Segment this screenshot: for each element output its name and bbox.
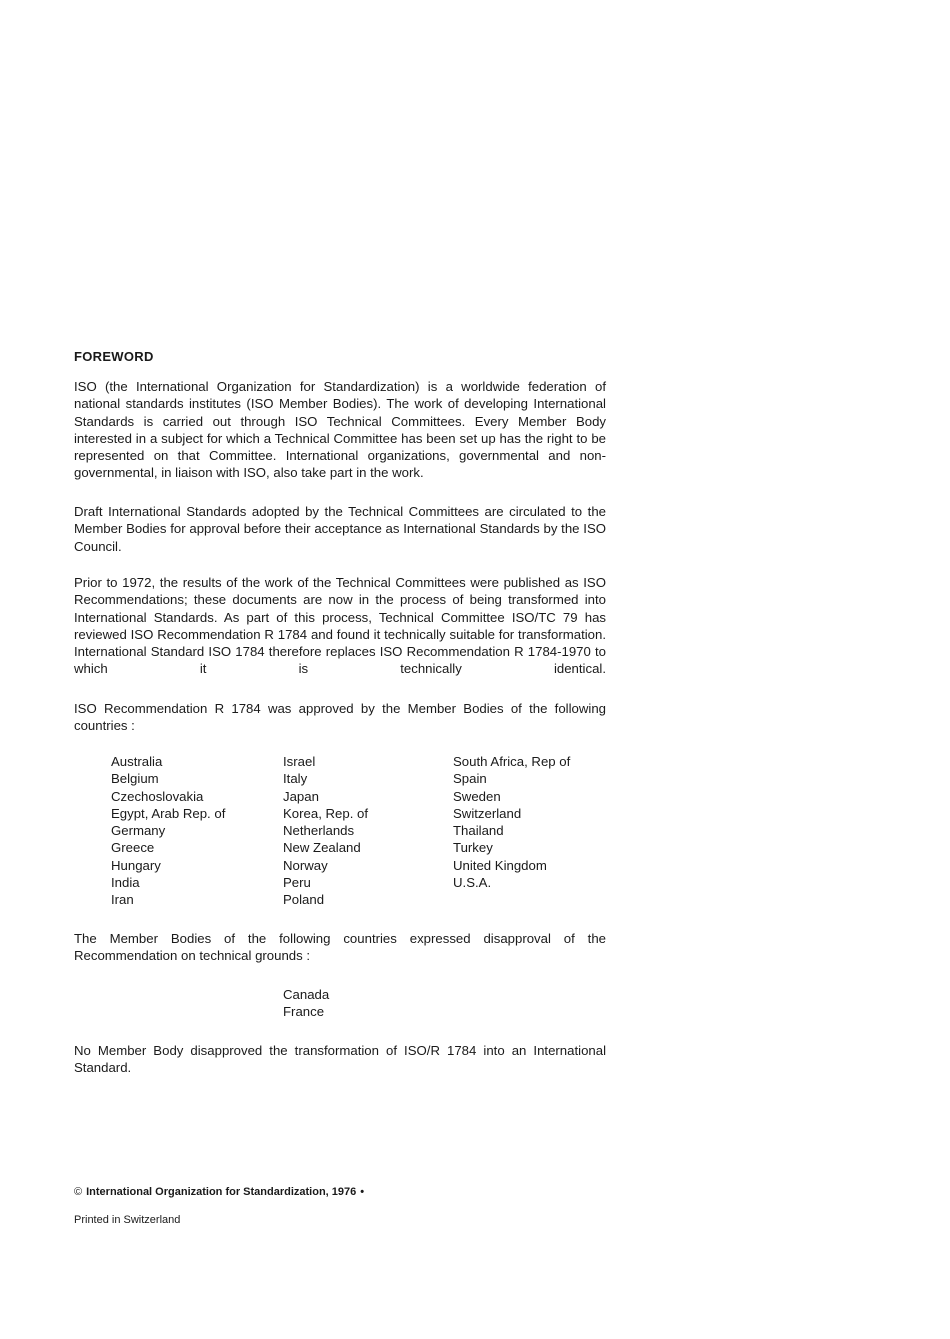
approving-countries-col-2 [283,753,368,909]
approving-countries-col-1 [111,753,225,909]
country-name: Italy [283,771,308,787]
country-name: Canada [283,987,330,1002]
country-name: Poland [283,892,325,908]
copyright-line [74,1186,364,1198]
approval-intro: ISO Recommendation R 1784 was approved by the Member Bodies of the following countries : [74,701,606,734]
country-name: Norway [283,857,328,873]
country-name: Turkey [453,840,493,856]
country-name: Germany [111,823,166,839]
country-name: Peru [283,875,311,891]
country-name: U.S.A. [453,875,492,891]
country-name: Hungary [111,857,161,873]
disapproval-intro: The Member Bodies of the following countries expressed disapproval of the Recommendation on technical grounds : [74,931,606,964]
country-name: South Africa, Rep of [453,754,571,769]
country-name: New Zealand [283,840,361,856]
country-name: India [111,875,140,891]
country-name: Switzerland [453,805,522,821]
country-name: Belgium [111,771,159,787]
foreword-paragraph-1: ISO (the International Organization for Standardization) is a worldwide federation of national standards institutes (ISO Member Bodies). The work of developing International Standards is carried out through ISO Technical Committees. Every Member Body interested in a subject for which a Technical Committee has been set up has the right to be represented on that Committee. International organizations, governmental and non-governmental, in liaison with ISO, also take part in the work. [74,379,606,481]
country-name: Australia [111,754,163,769]
printed-in: Printed in Switzerland [74,1214,181,1226]
country-name: France [283,1004,325,1020]
foreword-paragraph-3: Prior to 1972, the results of the work of the Technical Committees were published as ISO Recommendations; these documents are now in the process of being transformed into International Standards. As part of this process, Technical Committee ISO/TC 79 has reviewed ISO Recommendation R 1784 and found it technically suitable for transformation. International Standard ISO 1784 therefore replaces ISO Recommendation R 1784-1970 to which it is technically identical. [74,575,606,677]
country-name: Israel [283,754,316,769]
copyright-text: International Organization for Standardization, 1976 [86,1186,357,1198]
disapproving-countries [283,986,329,1021]
approving-countries-col-3 [453,753,570,891]
country-name: Sweden [453,788,501,804]
closing-paragraph: No Member Body disapproved the transformation of ISO/R 1784 into an International Standard. [74,1043,606,1076]
foreword-heading: FOREWORD [74,349,154,364]
country-name: Japan [283,788,319,804]
country-name: Czechoslovakia [111,788,204,804]
country-name: United Kingdom [453,857,547,873]
bullet-icon: • [360,1186,365,1198]
country-name: Spain [453,771,487,787]
country-name: Egypt, Arab Rep. of [111,805,226,821]
copyright-symbol: © [74,1186,83,1198]
foreword-paragraph-2: Draft International Standards adopted by the Technical Committees are circulated to the Member Bodies for approval before their acceptance as International Standards by the ISO Council. [74,504,606,554]
country-name: Greece [111,840,155,856]
country-name: Netherlands [283,823,355,839]
country-name: Iran [111,892,134,908]
country-name: Korea, Rep. of [283,805,369,821]
country-name: Thailand [453,823,504,839]
